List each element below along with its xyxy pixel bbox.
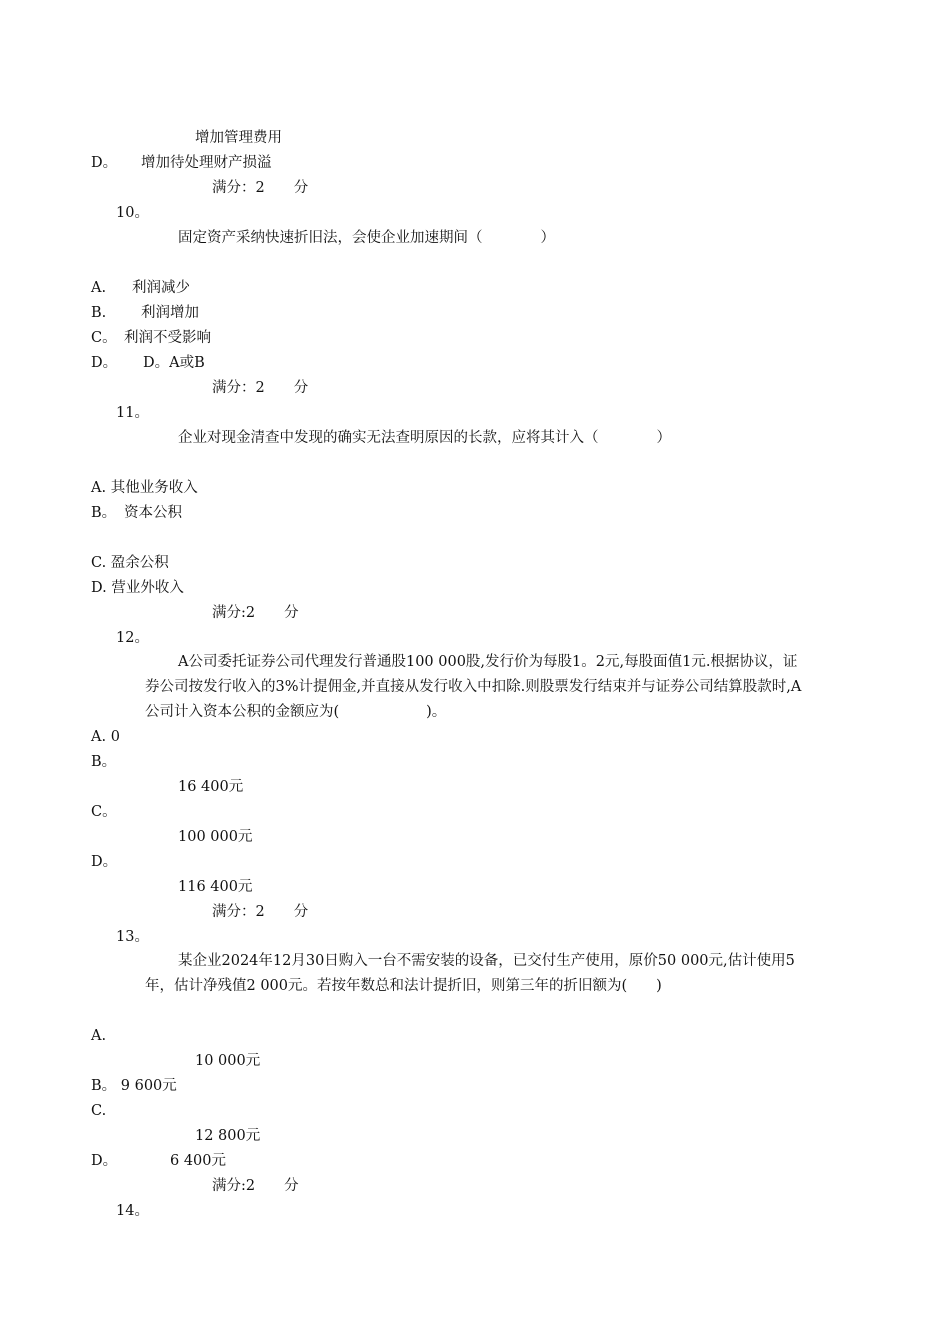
question-number: 14。 [116,1203,149,1219]
option-text: 16 400元 [178,779,244,795]
option-text: 6 400元 [170,1153,227,1169]
question-text: 固定资产采纳快速折旧法，会使企业加速期间（ ） [178,230,555,246]
score-line: 满分：2 分 [212,380,309,396]
option-text: 利润不受影响 [124,330,211,346]
option-text: 增加待处理财产损溢 [141,155,272,171]
score-line: 满分：2 分 [212,904,309,920]
option-label: C. [91,1103,107,1119]
score-line: 满分:2 分 [212,605,299,621]
option-label: B。 [91,505,117,521]
question-number: 11。 [116,405,149,421]
option-label: D。 [91,854,118,870]
option-label: D。 [91,1153,118,1169]
option-text: 12 800元 [195,1128,261,1144]
option-text: 资本公积 [124,505,182,521]
question-number: 12。 [116,630,149,646]
option-text: 利润减少 [132,280,190,296]
option-line: A. 0 [91,729,120,745]
question-number: 10。 [116,205,149,221]
option-text: 116 400元 [178,879,253,895]
option-line: A. 其他业务收入 [91,480,198,496]
option-label: B。 [91,754,117,770]
score-line: 满分：2 分 [212,180,309,196]
option-text: 10 000元 [195,1053,261,1069]
question-text: 企业对现金清查中发现的确实无法查明原因的长款，应将其计入（ ） [178,430,671,446]
option-label: D。 [91,155,118,171]
question-text: A公司委托证券公司代理发行普通股100 000股,发行价为每股1。2元,每股面值1元.根据协议，证券公司按发行收入的3%计提佣金,并直接从发行收入中扣除.则股票发行结束并与证券公司结算股款时,A公司计入资本公积的金额应为( )。 [145,654,802,720]
score-line: 满分:2 分 [212,1178,299,1194]
option-line: B。 9 600元 [91,1078,177,1094]
option-text: 利润增加 [141,305,199,321]
option-label: C。 [91,330,117,346]
option-line: C. 盈余公积 [91,555,169,571]
question-text: 某企业2024年12月30日购入一台不需安装的设备，已交付生产使用，原价50 000元,估计使用5年，估计净残值2 000元。若按年数总和法计提折旧，则第三年的折旧额为( ) [145,953,795,994]
option-label: B. [91,305,107,321]
option-text: 增加管理费用 [195,130,282,146]
option-text: D。A或B [143,355,205,371]
option-label: D。 [91,355,118,371]
option-line: D. 营业外收入 [91,580,184,596]
option-label: A. [91,1028,107,1044]
option-label: A. [91,280,107,296]
option-text: 100 000元 [178,829,253,845]
question-number: 13。 [116,929,149,945]
option-label: C。 [91,804,117,820]
